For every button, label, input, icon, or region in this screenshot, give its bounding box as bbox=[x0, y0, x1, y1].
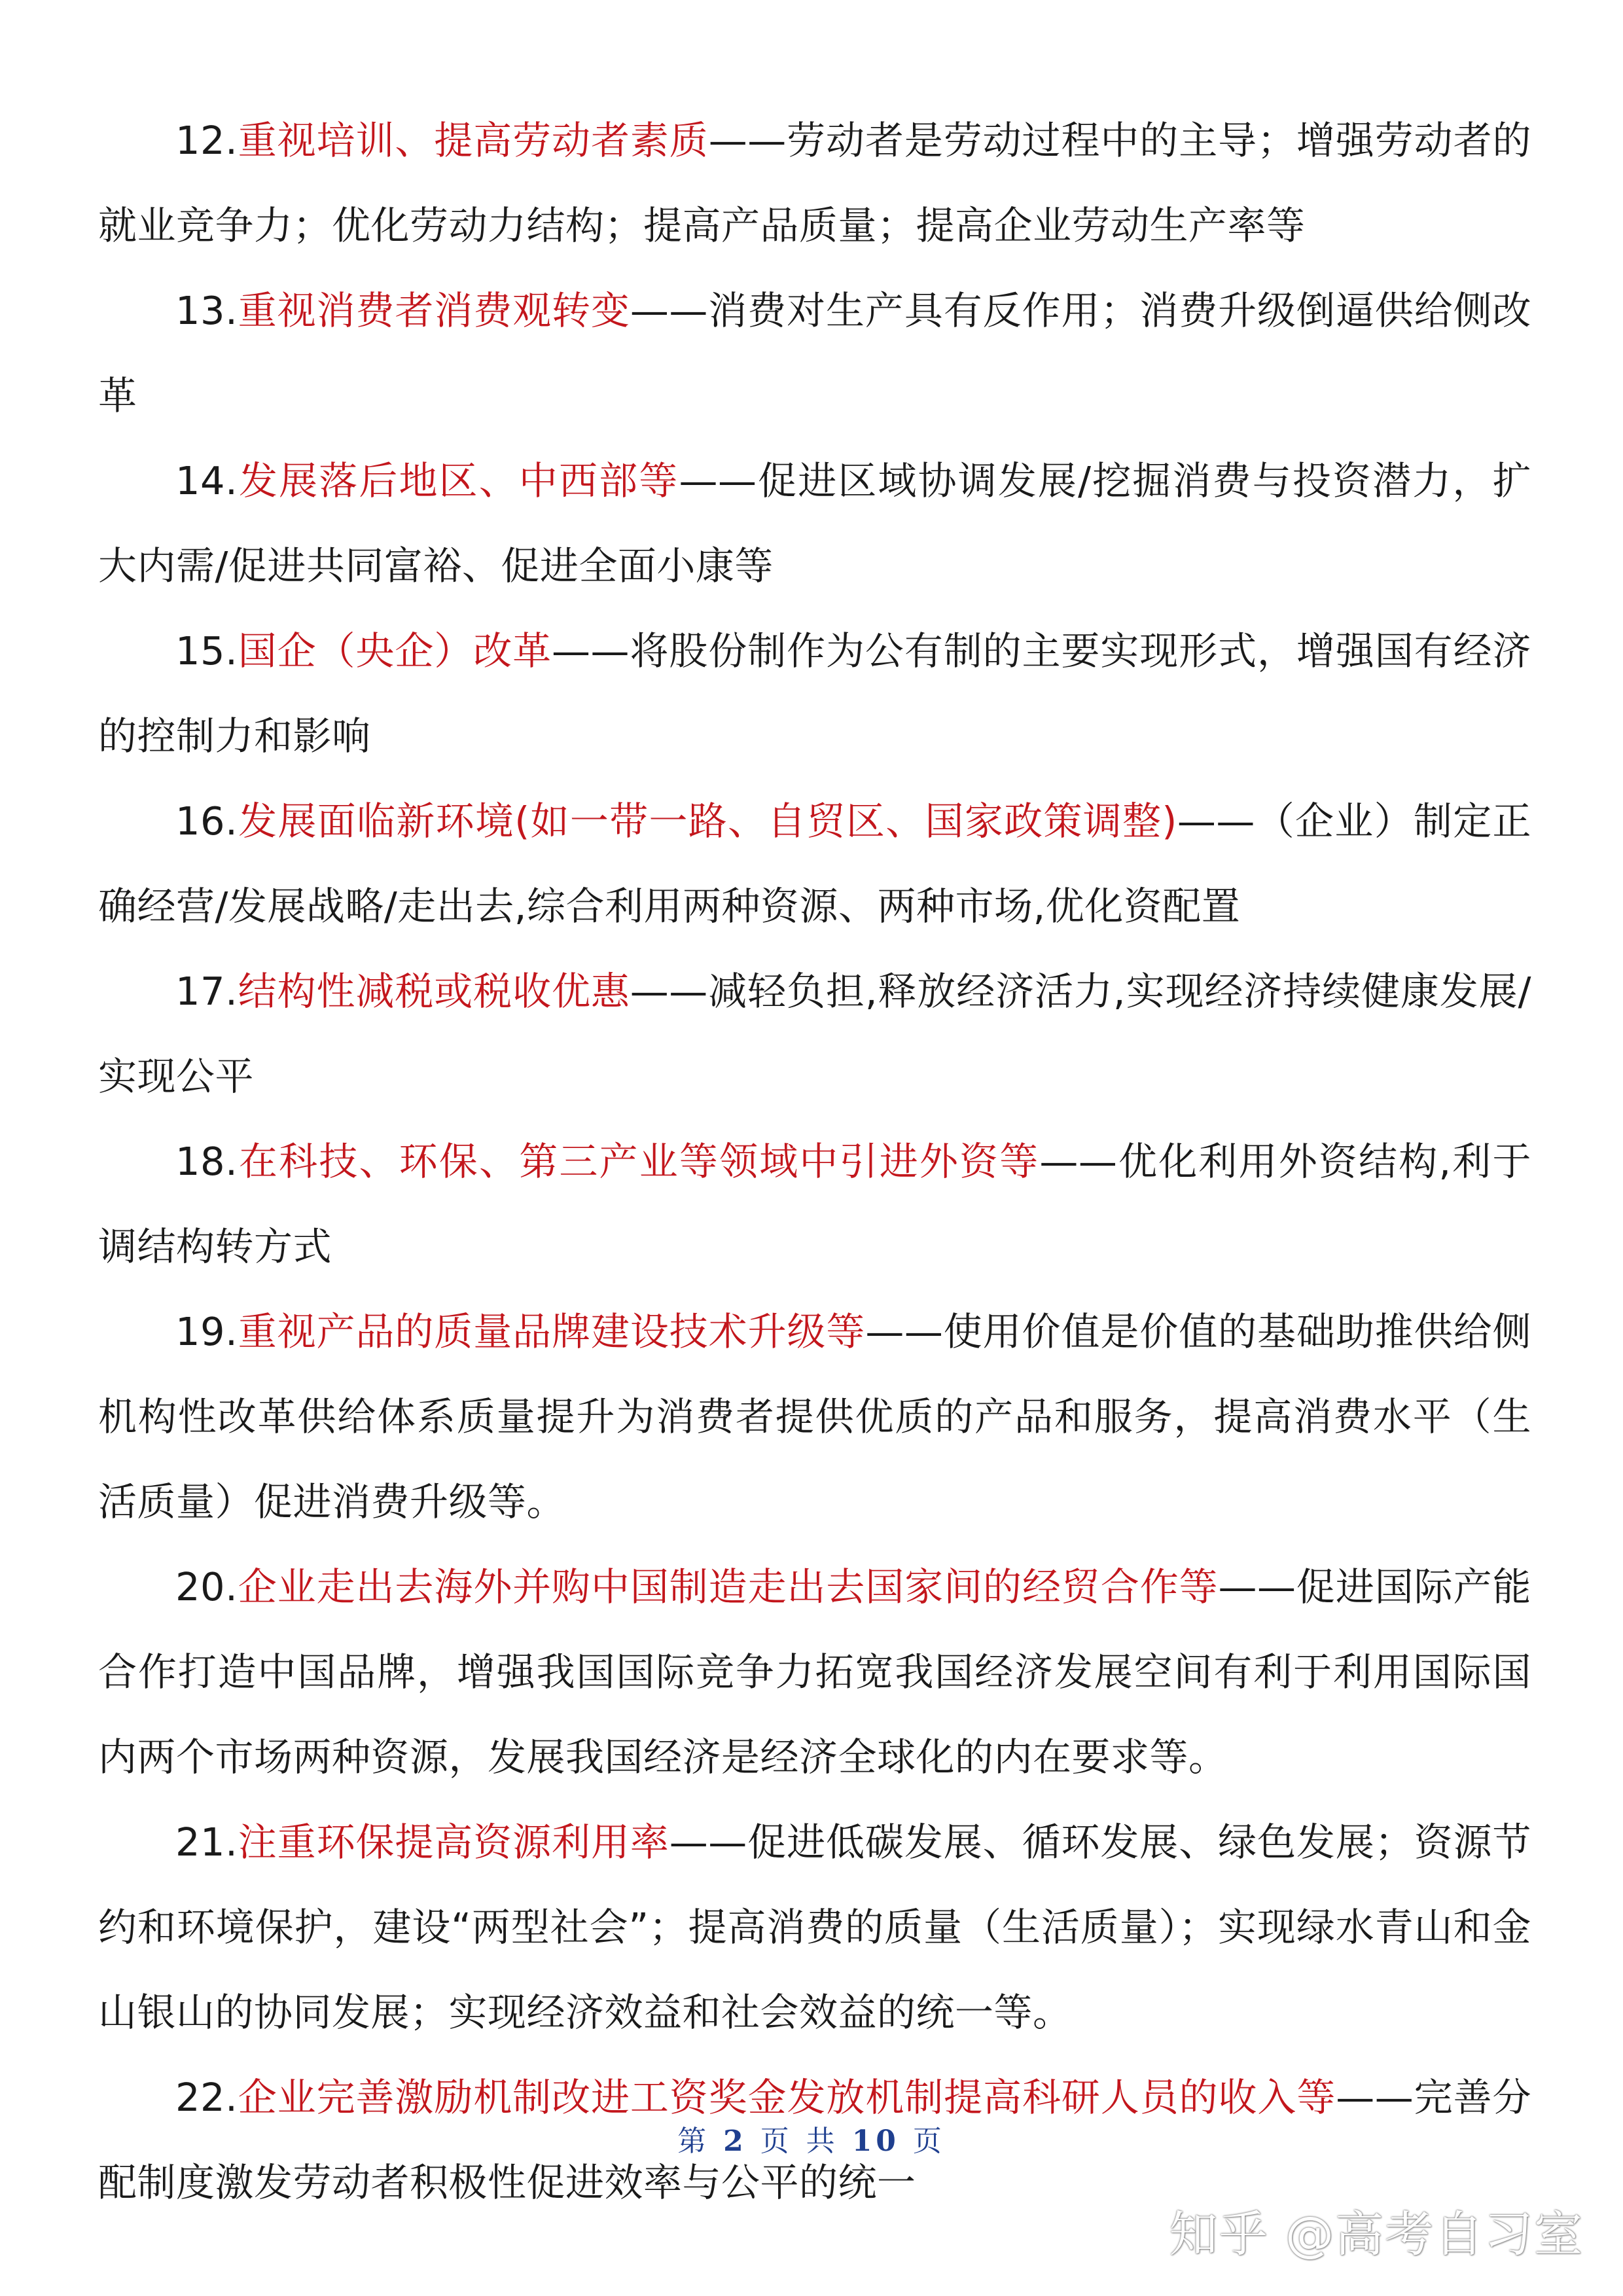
item-highlight: 结构性减税或税收优惠 bbox=[238, 969, 630, 1014]
item-text: ——促进低碳发展、循环发展、绿色发展；资源节约和环境保护，建设“两型社会”；提高消费的质量（生活质量）；实现绿水青山和金山银山的协同发展；实现经济效益和社会效益的统一等。 bbox=[98, 1820, 1531, 2035]
item-text: ——完善分配制度激发劳动者积极性促进效率与公平的统一 bbox=[98, 2075, 1531, 2205]
item-17 bbox=[98, 949, 1531, 1119]
item-number: 14. bbox=[175, 458, 238, 503]
zhihu-watermark: 知乎 @高考自习室 bbox=[1169, 2206, 1584, 2263]
footer-suffix: 页 bbox=[912, 2125, 946, 2158]
item-number: 20. bbox=[175, 1564, 238, 1609]
item-highlight: 发展落后地区、中西部等 bbox=[238, 458, 679, 503]
item-12 bbox=[98, 98, 1531, 268]
item-highlight: 重视培训、提高劳动者素质 bbox=[238, 118, 709, 163]
footer-total-pages: 10 bbox=[851, 2125, 900, 2158]
item-number: 13. bbox=[175, 288, 238, 333]
item-highlight: 企业走出去海外并购中国制造走出去国家间的经贸合作等 bbox=[238, 1564, 1219, 1609]
item-15 bbox=[98, 609, 1531, 779]
item-highlight: 注重环保提高资源利用率 bbox=[238, 1820, 669, 1865]
item-text: ——促进国际产能合作打造中国品牌，增强我国国际竞争力拓宽我国经济发展空间有利于利用国际国内两个市场两种资源，发展我国经济是经济全球化的内在要求等。 bbox=[98, 1564, 1531, 1780]
footer-middle: 页 共 bbox=[760, 2125, 839, 2158]
item-highlight: 发展面临新环境(如一带一路、自贸区、国家政策调整) bbox=[238, 798, 1177, 844]
item-number: 22. bbox=[175, 2075, 238, 2120]
item-number: 15. bbox=[175, 628, 238, 673]
item-19 bbox=[98, 1289, 1531, 1545]
item-text: ——劳动者是劳动过程中的主导；增强劳动者的就业竞争力；优化劳动力结构；提高产品质量；提高企业劳动生产率等 bbox=[98, 118, 1531, 248]
item-text: ——使用价值是价值的基础助推供给侧机构性改革供给体系质量提升为消费者提供优质的产品和服务，提高消费水平（生活质量）促进消费升级等。 bbox=[98, 1309, 1531, 1524]
footer-current-page: 2 bbox=[723, 2125, 747, 2158]
item-number: 17. bbox=[175, 969, 238, 1014]
item-21 bbox=[98, 1800, 1531, 2055]
item-highlight: 在科技、环保、第三产业等领域中引进外资等 bbox=[238, 1139, 1040, 1184]
item-number: 18. bbox=[175, 1139, 238, 1184]
item-number: 16. bbox=[175, 798, 238, 844]
item-number: 12. bbox=[175, 118, 238, 163]
item-text: ——将股份制作为公有制的主要实现形式，增强国有经济的控制力和影响 bbox=[98, 628, 1531, 759]
item-text: ——（企业）制定正确经营/发展战略/走出去,综合利用两种资源、两种市场,优化资配置 bbox=[98, 798, 1531, 929]
item-text: ——促进区域协调发展/挖掘消费与投资潜力，扩大内需/促进共同富裕、促进全面小康等 bbox=[98, 458, 1531, 588]
item-text: ——优化利用外资结构,利于调结构转方式 bbox=[98, 1139, 1531, 1269]
item-text: ——减轻负担,释放经济活力,实现经济持续健康发展/实现公平 bbox=[98, 969, 1531, 1099]
item-20 bbox=[98, 1545, 1531, 1800]
footer-prefix: 第 bbox=[677, 2125, 711, 2158]
item-13 bbox=[98, 268, 1531, 439]
item-highlight: 企业完善激励机制改进工资奖金发放机制提高科研人员的收入等 bbox=[238, 2075, 1336, 2120]
item-number: 19. bbox=[175, 1309, 238, 1354]
item-number: 21. bbox=[175, 1820, 238, 1865]
item-16 bbox=[98, 779, 1531, 949]
item-highlight: 重视产品的质量品牌建设技术升级等 bbox=[238, 1309, 866, 1354]
page-footer bbox=[0, 2117, 1623, 2159]
item-18 bbox=[98, 1119, 1531, 1289]
document-body bbox=[98, 98, 1531, 2225]
item-highlight: 国企（央企）改革 bbox=[238, 628, 552, 673]
item-text: ——消费对生产具有反作用；消费升级倒逼供给侧改革 bbox=[98, 288, 1531, 418]
item-highlight: 重视消费者消费观转变 bbox=[238, 288, 630, 333]
item-14 bbox=[98, 439, 1531, 609]
